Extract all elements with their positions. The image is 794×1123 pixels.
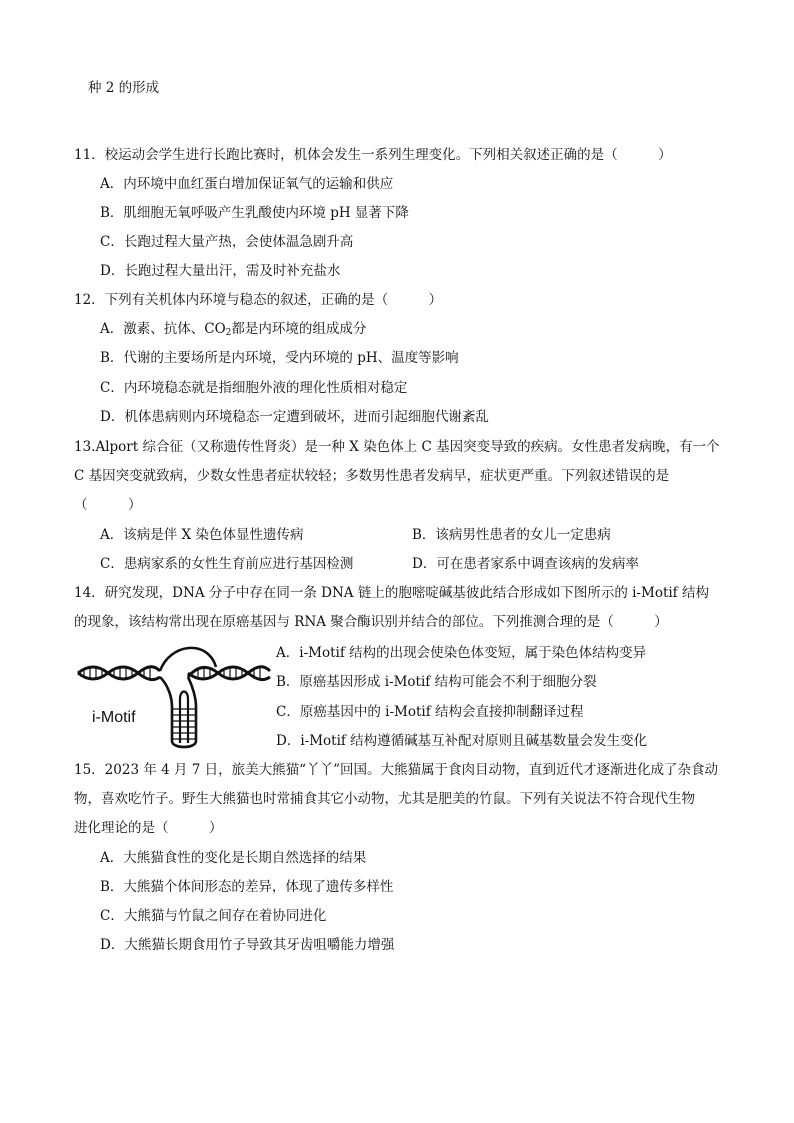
- q15-stem-line-1: 15．2023 年 4 月 7 日，旅美大熊猫“丫丫”回国。大熊猫属于食肉目动物，直到近代才逐渐进化成了杂食动: [74, 762, 718, 778]
- q12-option-a: [100, 319, 366, 343]
- q14-option-a: A．i-Motif 结构的出现会使染色体变短，属于染色体结构变异: [276, 645, 647, 661]
- q15-option-d: D．大熊猫长期食用竹子导致其牙齿咀嚼能力增强: [100, 937, 395, 953]
- q13-option-c: C．患病家系的女性生育前应进行基因检测: [100, 556, 354, 572]
- q15-option-c: C．大熊猫与竹鼠之间存在着协同进化: [100, 908, 327, 924]
- q13-stem-line-3: （ ）: [74, 497, 142, 513]
- continuation-text: 种 2 的形成: [88, 80, 160, 96]
- q12-option-a-pre: A．激素、抗体、CO: [100, 321, 226, 337]
- q12-option-a-sub: 2: [225, 328, 232, 338]
- q13-stem-line-2: C 基因突变就致病，少数女性患者症状较轻；多数男性患者发病早，症状更严重。下列叙述错误的是: [74, 468, 670, 484]
- q11-stem: 11．校运动会学生进行长跑比赛时，机体会发生一系列生理变化。下列相关叙述正确的是（ ）: [74, 147, 672, 163]
- q15-option-a: A．大熊猫食性的变化是长期自然选择的结果: [100, 850, 367, 866]
- q11-option-a: A．内环境中血红蛋白增加保证氧气的运输和供应: [100, 176, 394, 192]
- q13-option-b: B．该病男性患者的女儿一定患病: [412, 527, 611, 543]
- q12-option-c: C．内环境稳态就是指细胞外液的理化性质相对稳定: [100, 380, 408, 396]
- q12-option-a-post: 都是内环境的组成成分: [231, 321, 367, 337]
- q12-option-b: B．代谢的主要场所是内环境，受内环境的 pH、温度等影响: [100, 350, 459, 366]
- q11-option-d: D．长跑过程大量出汗，需及时补充盐水: [100, 263, 341, 279]
- i-motif-figure: [76, 645, 272, 751]
- q15-stem-line-2: 物，喜欢吃竹子。野生大熊猫也时常捕食其它小动物，尤其是肥美的竹鼠。下列有关说法不符合现代生物: [74, 791, 695, 807]
- q15-stem-line-3: 进化理论的是（ ）: [74, 820, 223, 836]
- i-motif-label: i-Motif: [92, 709, 136, 726]
- q14-option-c: C．原癌基因中的 i-Motif 结构会直接抑制翻译过程: [276, 704, 584, 720]
- q14-option-d: D．i-Motif 结构遵循碱基互补配对原则且碱基数量会发生变化: [276, 733, 648, 749]
- q13-option-d: D．可在患者家系中调查该病的发病率: [412, 556, 639, 572]
- q14-stem-line-2: 的现象，该结构常出现在原癌基因与 RNA 聚合酶识别并结合的部位。下列推测合理的是（ ）: [74, 614, 668, 630]
- q12-option-d: D．机体患病则内环境稳态一定遭到破坏，进而引起细胞代谢紊乱: [100, 409, 489, 425]
- q14-option-b: B．原癌基因形成 i-Motif 结构可能会不利于细胞分裂: [276, 674, 597, 690]
- q13-stem-line-1: 13.Alport 综合征（又称遗传性肾炎）是一种 X 染色体上 C 基因突变导致的疾病。女性患者发病晚，有一个: [74, 439, 720, 455]
- dna-i-motif-illustration: [76, 645, 272, 751]
- q13-option-a: A．该病是伴 X 染色体显性遗传病: [100, 527, 304, 543]
- q14-stem-line-1: 14．研究发现，DNA 分子中存在同一条 DNA 链上的胞嘧啶碱基彼此结合形成如下图所示的 i-Motif 结构: [74, 585, 709, 601]
- q15-option-b: B．大熊猫个体间形态的差异，体现了遗传多样性: [100, 879, 394, 895]
- q12-stem: 12．下列有关机体内环境与稳态的叙述，正确的是（ ）: [74, 292, 443, 308]
- q11-option-c: C．长跑过程大量产热，会使体温急剧升高: [100, 234, 354, 250]
- q11-option-b: B．肌细胞无氧呼吸产生乳酸使内环境 pH 显著下降: [100, 205, 409, 221]
